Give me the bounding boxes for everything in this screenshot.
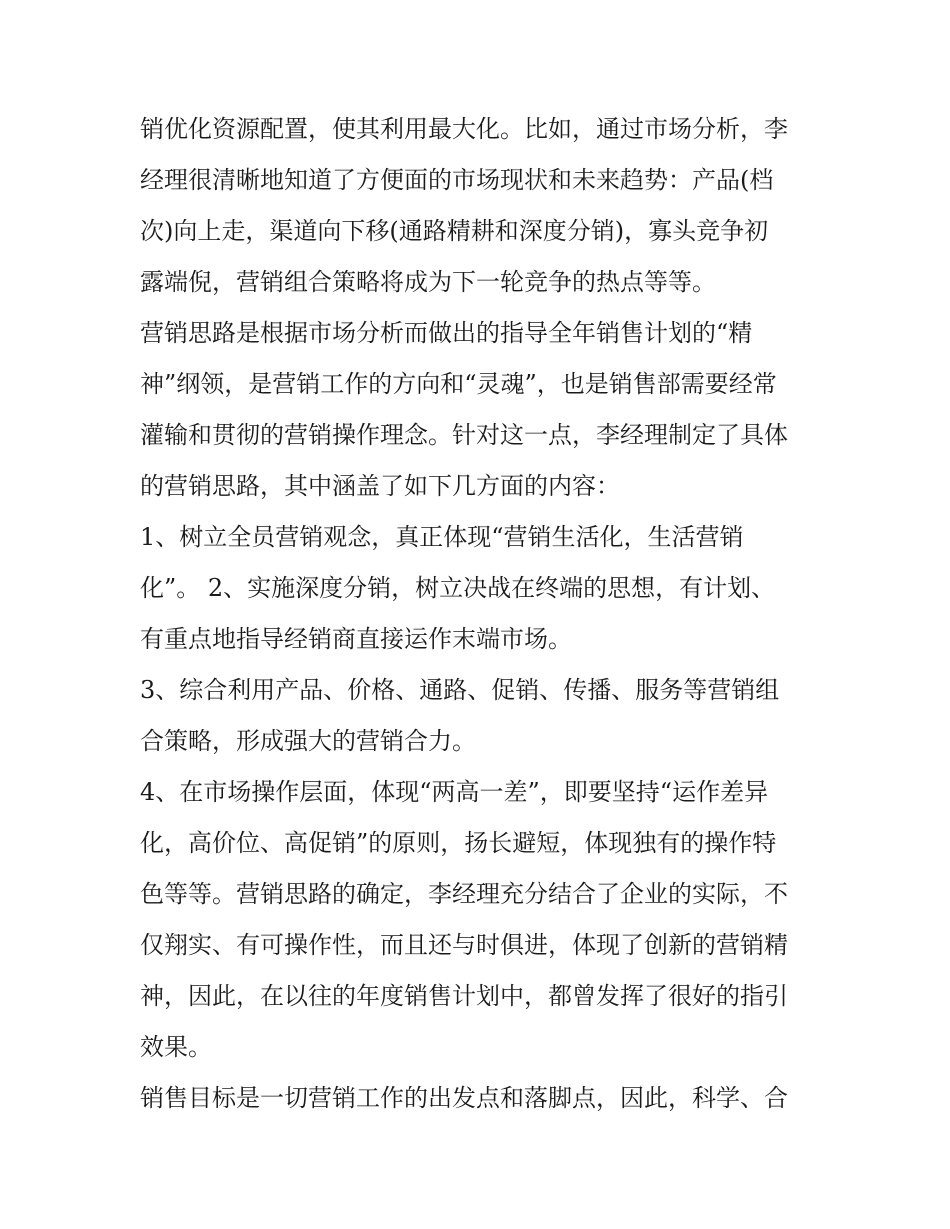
paragraph-start-line: 营销思路是根据市场分析而做出的指导全年销售计划的“精 (140, 319, 753, 347)
list-item-line: 合策略，形成强大的营销合力。 (140, 727, 476, 755)
text-line: 露端倪，营销组合策略将成为下一轮竞争的热点等等。 (140, 268, 716, 296)
text-line: 神”纲领，是营销工作的方向和“灵魂”，也是销售部需要经常 (140, 370, 777, 398)
list-item-line: 有重点地指导经销商直接运作末端市场。 (140, 625, 572, 653)
list-item-line: 1、树立全员营销观念，真正体现“营销生活化，生活营销 (140, 523, 744, 551)
text-line: 神，因此，在以往的年度销售计划中，都曾发挥了很好的指引 (140, 982, 788, 1010)
list-item-line: 4、在市场操作层面，体现“两高一差”，即要坚持“运作差异 (140, 778, 769, 806)
text-line: 色等等。营销思路的确定，李经理充分结合了企业的实际，不 (140, 880, 788, 908)
text-line: 灌输和贯彻的营销操作理念。针对这一点，李经理制定了具体 (140, 421, 788, 449)
list-item-line: 化”。 2、实施深度分销，树立决战在终端的思想，有计划、 (140, 574, 776, 602)
list-item-line: 3、综合利用产品、价格、通路、促销、传播、服务等营销组 (140, 676, 780, 704)
paragraph-start-line: 销售目标是一切营销工作的出发点和落脚点，因此，科学、合 (140, 1084, 788, 1112)
text-line: 化，高价位、高促销”的原则，扬长避短，体现独有的操作特 (140, 829, 777, 857)
text-line: 的营销思路，其中涵盖了如下几方面的内容： (140, 472, 620, 500)
text-line: 效果。 (140, 1033, 212, 1061)
text-line: 仅翔实、有可操作性，而且还与时俱进，体现了创新的营销精 (140, 931, 788, 959)
text-line: 销优化资源配置，使其利用最大化。比如，通过市场分析，李 (140, 115, 788, 143)
text-line: 次)向上走，渠道向下移(通路精耕和深度分销)，寡头竞争初 (140, 217, 769, 245)
text-line: 经理很清晰地知道了方便面的市场现状和未来趋势：产品(档 (140, 166, 774, 194)
